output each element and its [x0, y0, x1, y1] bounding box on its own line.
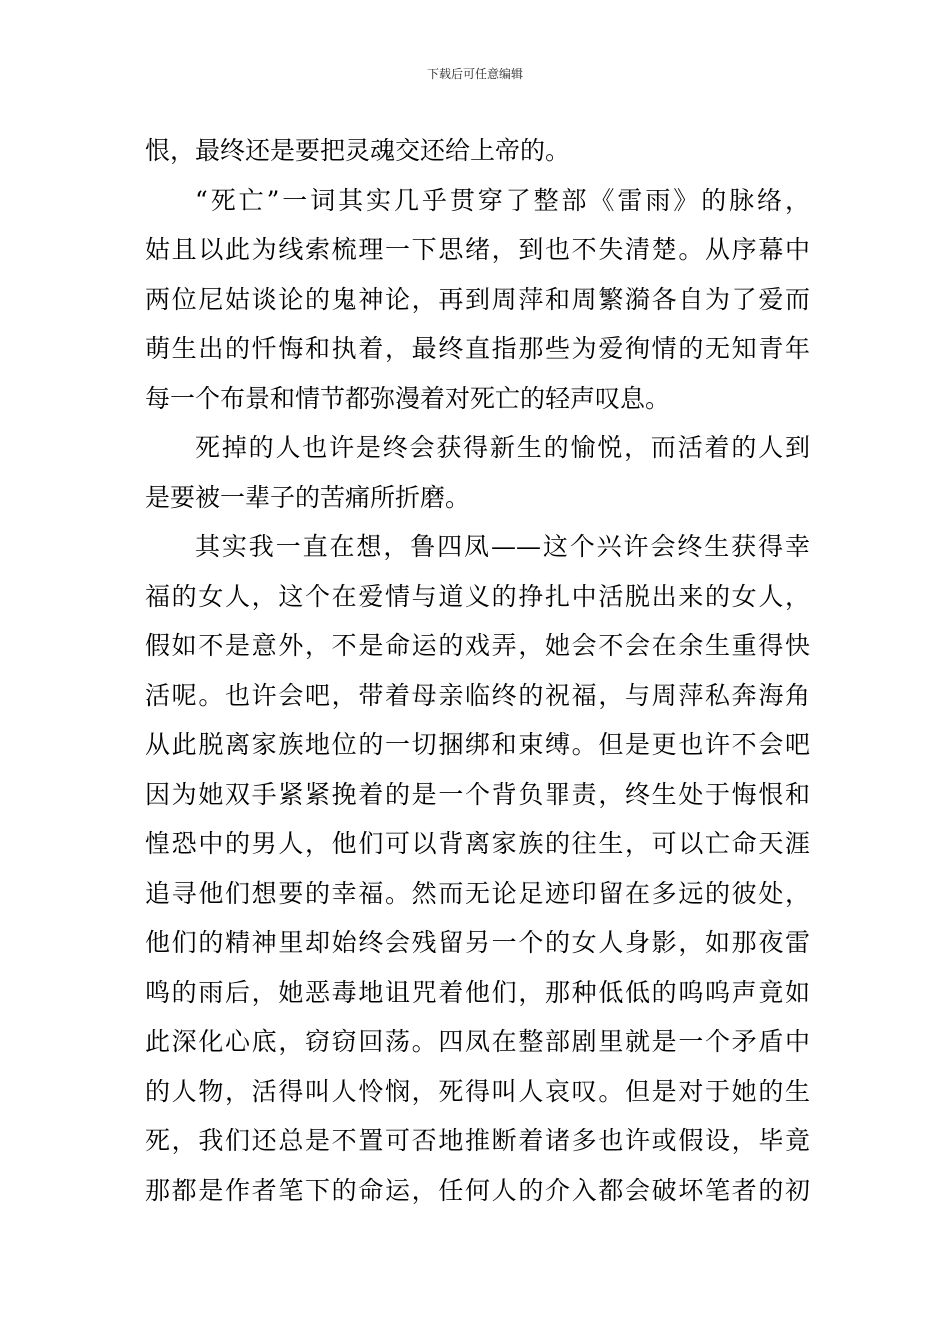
text-line: 两位尼姑谈论的鬼神论，再到周萍和周繁漪各自为了爱而: [145, 284, 810, 314]
text-line: 的人物，活得叫人怜悯，死得叫人哀叹。但是对于她的生: [145, 1076, 810, 1106]
text-line: 福的女人，这个在爱情与道义的挣扎中活脱出来的女人，: [145, 581, 810, 611]
text-line: 姑且以此为线索梳理一下思绪，到也不失清楚。从序幕中: [145, 235, 810, 264]
text-line: 萌生出的忏悔和执着，最终直指那些为爱徇情的无知青年: [145, 334, 810, 363]
text-line: 因为她双手紧紧挽着的是一个背负罪责，终生处于悔恨和: [145, 779, 810, 809]
text-line: 追寻他们想要的幸福。然而无论足迹印留在多远的彼处，: [145, 878, 810, 908]
paragraph-first-line: 其实我一直在想，鲁四凤——这个兴许会终生获得幸: [195, 532, 810, 561]
text-line: 假如不是意外，不是命运的戏弄，她会不会在余生重得快: [145, 631, 810, 660]
paragraph-first-line: 死掉的人也许是终会获得新生的愉悦，而活着的人到: [195, 433, 810, 462]
text-line: 活呢。也许会吧，带着母亲临终的祝福，与周萍私奔海角: [145, 680, 810, 710]
text-line: 死，我们还总是不置可否地推断着诸多也许或假设，毕竟: [145, 1126, 810, 1155]
text-line: 每一个布景和情节都弥漫着对死亡的轻声叹息。: [145, 383, 671, 413]
text-line: 是要被一辈子的苦痛所折磨。: [145, 482, 471, 512]
text-line: 从此脱离家族地位的一切捆绑和束缚。但是更也许不会吧: [145, 730, 810, 759]
text-line: 惶恐中的男人，他们可以背离家族的往生，可以亡命天涯: [145, 829, 810, 858]
text-line: 恨，最终还是要把灵魂交还给上帝的。: [145, 136, 571, 165]
text-line: 此深化心底，窃窃回荡。四凤在整部剧里就是一个矛盾中: [145, 1027, 810, 1056]
paragraph-first-line: “死亡”一词其实几乎贯穿了整部《雷雨》的脉络，: [195, 185, 810, 215]
text-line: 鸣的雨后，她恶毒地诅咒着他们，那种低低的呜呜声竟如: [145, 977, 810, 1007]
text-line: 那都是作者笔下的命运，任何人的介入都会破坏笔者的初: [145, 1175, 810, 1205]
body-text: [145, 126, 810, 1215]
text-line: 他们的精神里却始终会残留另一个的女人身影，如那夜雷: [145, 928, 810, 957]
page-header: 下载后可任意编辑: [426, 67, 523, 81]
